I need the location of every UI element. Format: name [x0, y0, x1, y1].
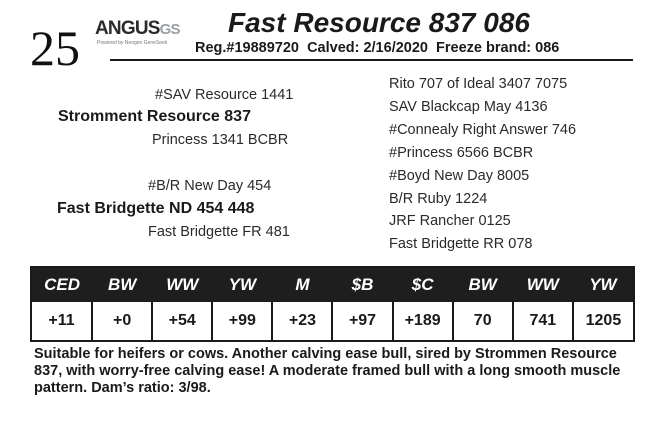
- animal-name: Fast Resource 837 086: [228, 7, 530, 38]
- right-column-line: JRF Rancher 0125: [389, 213, 511, 229]
- freeze-brand: Freeze brand: 086: [436, 40, 560, 56]
- logo-main-text: ANGUS: [95, 18, 160, 39]
- right-column-line: B/R Ruby 1224: [389, 191, 488, 207]
- right-column-line: Rito 707 of Ideal 3407 7075: [389, 76, 568, 92]
- pedigree-sire-dam: Princess 1341 BCBR: [152, 132, 289, 148]
- logo-suffix-text: GS: [159, 21, 180, 38]
- lot-number: 25: [30, 20, 80, 76]
- epd-header-actual-yw: YW: [573, 268, 633, 302]
- epd-value-row: [32, 302, 633, 340]
- epd-value-bw: +0: [92, 302, 152, 340]
- epd-header-yw: YW: [212, 268, 272, 302]
- epd-header-dollar-b: $B: [332, 268, 392, 302]
- epd-value-dollar-b: +97: [332, 302, 392, 340]
- right-column-line: Fast Bridgette RR 078: [389, 236, 533, 252]
- epd-value-ced: +11: [48, 312, 75, 329]
- header-divider: [110, 59, 633, 61]
- calved-date: Calved: 2/16/2020: [307, 40, 428, 56]
- epd-header-bw: BW: [92, 268, 152, 302]
- pedigree-sire: Stromment Resource 837: [58, 108, 251, 125]
- epd-header-ww: WW: [152, 268, 212, 302]
- epd-header-actual-bw: BW: [453, 268, 513, 302]
- epd-header-dollar-c: $C: [393, 268, 453, 302]
- epd-header-ced: CED: [32, 268, 92, 302]
- epd-header-row: [32, 268, 633, 302]
- epd-header-m: M: [272, 268, 332, 302]
- right-column-line: #Connealy Right Answer 746: [389, 122, 577, 138]
- epd-header-actual-ww: WW: [513, 268, 573, 302]
- logo-tagline: Powered by Neogen GeneSeek: [97, 40, 168, 46]
- epd-value-actual-ww: 741: [513, 302, 573, 340]
- epd-table: [30, 266, 635, 342]
- pedigree-dam: Fast Bridgette ND 454 448: [57, 200, 255, 217]
- epd-value-yw: +99: [212, 302, 272, 340]
- epd-value-actual-yw: 1205: [573, 302, 633, 340]
- right-column-line: #Princess 6566 BCBR: [389, 145, 534, 161]
- pedigree-sire-sire: #SAV Resource 1441: [155, 87, 294, 103]
- epd-value-m: +23: [272, 302, 332, 340]
- angus-gs-logo: [95, 18, 185, 54]
- registration-line: [195, 40, 559, 56]
- footnote-description: Suitable for heifers or cows. Another calving ease bull, sired by Strommen Resource 837, with worry-free calving ease! A moderate framed bull with a long smooth muscle pattern. Dam’s ratio: 3/98.: [34, 346, 621, 396]
- right-column-line: SAV Blackcap May 4136: [389, 99, 548, 115]
- epd-value-actual-bw: 70: [453, 302, 513, 340]
- right-column-line: #Boyd New Day 8005: [389, 168, 530, 184]
- pedigree-dam-sire: #B/R New Day 454: [148, 178, 272, 194]
- pedigree-dam-dam: Fast Bridgette FR 481: [148, 224, 290, 240]
- registration-number: Reg.#19889720: [195, 40, 299, 56]
- epd-value-ww: +54: [152, 302, 212, 340]
- epd-value-dollar-c: +189: [393, 302, 453, 340]
